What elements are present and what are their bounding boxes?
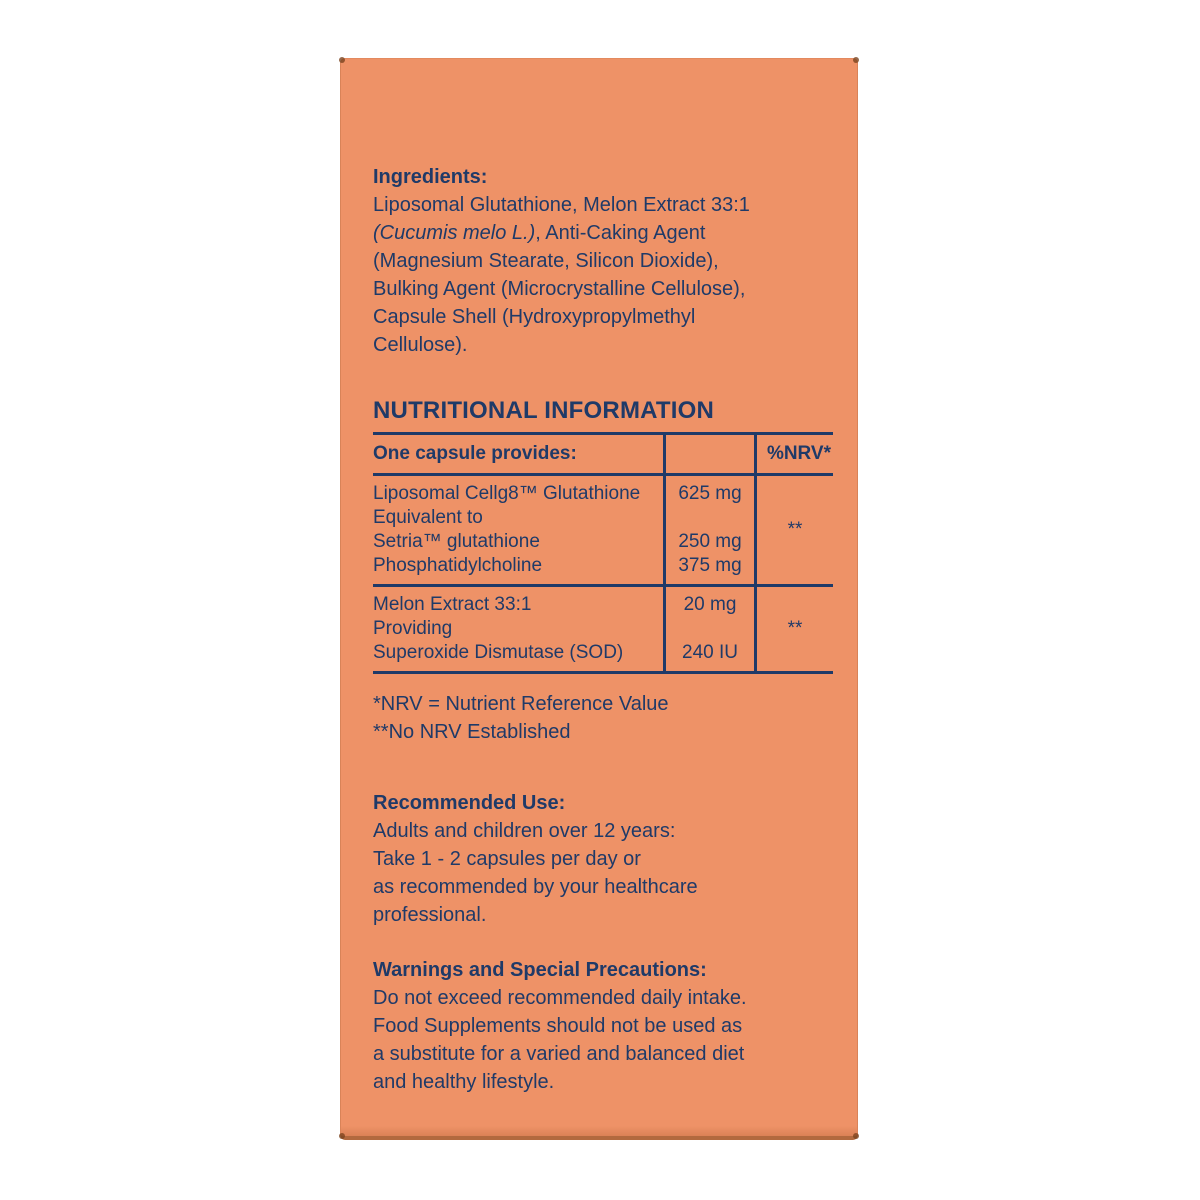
ingredients-heading: Ingredients:: [373, 166, 488, 188]
ingredients-text: [373, 191, 833, 359]
nutrition-table: [373, 432, 833, 674]
supplement-label-panel: [340, 58, 858, 1140]
header-one-capsule-provides: One capsule provides:: [373, 443, 577, 464]
nrv-footnote: *NRV = Nutrient Reference Value: [373, 693, 669, 715]
warnings-line: and healthy lifestyle.: [373, 1071, 555, 1093]
nutrient-label: Superoxide Dismutase (SOD): [373, 642, 624, 663]
warnings-heading: Warnings and Special Precautions:: [373, 959, 707, 981]
nutrient-labels: [373, 476, 663, 584]
warnings-line: a substitute for a varied and balanced diet: [373, 1043, 745, 1065]
nrv-value: **: [787, 618, 803, 639]
nutrient-label: Phosphatidylcholine: [373, 555, 543, 576]
nutrient-amount: [666, 617, 754, 641]
ingredients-line: Capsule Shell (Hydroxypropylmethyl: [373, 306, 696, 328]
recommended-use-line: professional.: [373, 904, 487, 926]
nrv-footnote: **No NRV Established: [373, 721, 571, 743]
nutrient-label: Providing: [373, 618, 453, 639]
warnings-line: Do not exceed recommended daily intake.: [373, 987, 747, 1009]
nutrient-nrv: [754, 476, 833, 584]
box-corner-shade: [853, 1133, 859, 1139]
nutrient-amount: 20 mg: [683, 594, 737, 615]
recommended-use-section: [373, 789, 833, 929]
nutrient-label: Setria™ glutathione: [373, 531, 540, 552]
warnings-line: Food Supplements should not be used as: [373, 1015, 743, 1037]
recommended-use-line: as recommended by your healthcare: [373, 876, 698, 898]
nutrition-table-row: [373, 587, 833, 671]
nutrient-labels: [373, 587, 663, 671]
recommended-use-line: Adults and children over 12 years:: [373, 820, 676, 842]
nutrition-table-row: [373, 476, 833, 587]
nutrient-amount: 375 mg: [678, 555, 742, 576]
nutrition-table-header: [373, 435, 833, 476]
ingredients-line: Bulking Agent (Microcrystalline Cellulose),: [373, 278, 746, 300]
warnings-text: [373, 984, 833, 1096]
nutrient-amount: 625 mg: [678, 483, 742, 504]
box-corner-shade: [339, 1133, 345, 1139]
nrv-footnotes: [373, 690, 833, 746]
nutrient-amount: [666, 506, 754, 530]
ingredients-line: (Cucumis melo L.), Anti-Caking Agent: [373, 222, 706, 244]
nutrient-amounts: [663, 587, 754, 671]
ingredients-section: [373, 163, 833, 359]
ingredients-line: Cellulose).: [373, 334, 468, 356]
recommended-use-heading: Recommended Use:: [373, 792, 566, 814]
header-nrv-column: %NRV*: [754, 435, 833, 473]
nutrient-nrv: [754, 587, 833, 671]
nutrient-amount: 250 mg: [678, 531, 742, 552]
recommended-use-text: [373, 817, 833, 929]
nutrient-label: Liposomal Cellg8™ Glutathione: [373, 483, 641, 504]
box-corner-shade: [339, 57, 345, 63]
ingredients-line: Liposomal Glutathione, Melon Extract 33:1: [373, 194, 750, 216]
nrv-value: **: [787, 519, 803, 540]
recommended-use-line: Take 1 - 2 capsules per day or: [373, 848, 641, 870]
nutrient-amount: 240 IU: [682, 642, 738, 663]
ingredients-line: (Magnesium Stearate, Silicon Dioxide),: [373, 250, 719, 272]
box-corner-shade: [853, 57, 859, 63]
nutrition-heading: NUTRITIONAL INFORMATION: [373, 397, 715, 424]
header-amount-column: [663, 435, 754, 473]
nutrient-label: Melon Extract 33:1: [373, 594, 532, 615]
label-content: [341, 59, 857, 1096]
warnings-section: [373, 956, 833, 1096]
nutrient-label: Equivalent to: [373, 507, 483, 528]
nutrition-table-body: [373, 476, 833, 671]
nutrient-amounts: [663, 476, 754, 584]
